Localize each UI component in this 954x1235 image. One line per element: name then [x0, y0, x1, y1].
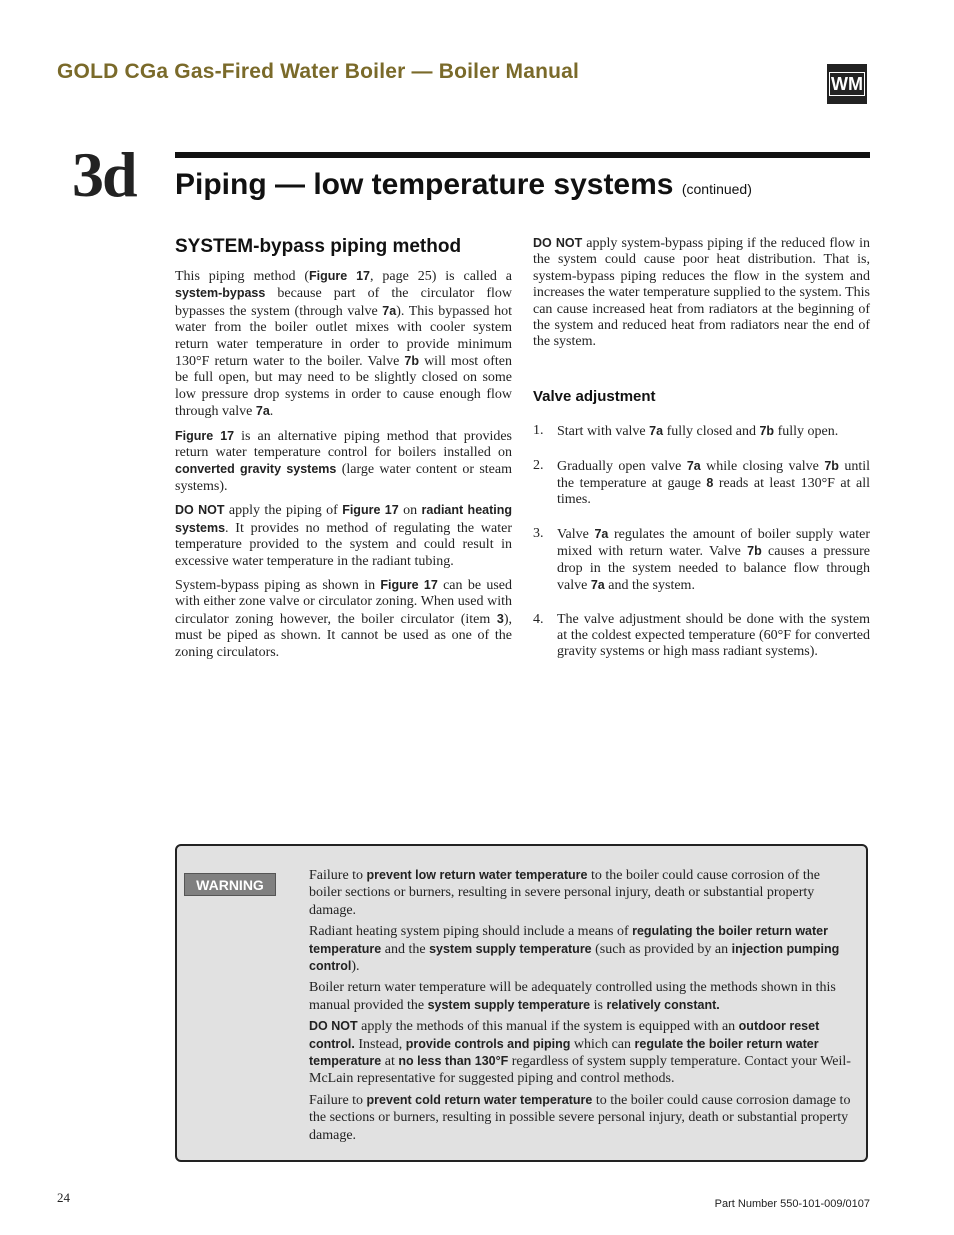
warning-label: WARNING: [184, 873, 276, 896]
part-number-value: 550-101-009/0107: [780, 1198, 870, 1210]
warning-paragraph: Failure to prevent low return water temperature to the boiler could cause corrosion of the boiler sections or burners, resulting in severe personal injury, death or substantial property damage.: [309, 868, 820, 918]
valve-adjustment-heading: Valve adjustment: [533, 387, 656, 405]
emphasis-text: outdoor reset control.: [309, 1019, 820, 1051]
paragraph: System-bypass piping as shown in Figure 17 can be used with either zone valve or circulator zoning. When used with circulator zoning however, the boiler circulator (item 3), must be piped as shown. It cannot be used as one of the zoning circulators.: [175, 577, 512, 660]
logo-mark: WM: [831, 74, 863, 94]
emphasis-text: prevent low return water temperature: [366, 868, 588, 882]
emphasis-text: system supply temperature: [429, 941, 592, 956]
warning-paragraph: Radiant heating system piping should include a means of regulating the boiler return water temperature and the system supply temperature (such as provided by an injection pumping control).: [309, 924, 840, 975]
emphasis-text: Figure 17: [175, 428, 235, 443]
part-number: [715, 1198, 870, 1210]
warning-text: [308, 867, 854, 1148]
emphasis-text: no less than 130°F: [398, 1054, 509, 1069]
left-column: [175, 235, 512, 668]
weil-mclain-logo: [827, 64, 867, 104]
section-rule: [175, 152, 870, 158]
step-number: 4.: [533, 611, 544, 627]
step-text: Valve 7a regulates the amount of boiler supply water mixed with return water. Valve 7b causes a pressure drop in the system needed to balance flow through valve 7a and the system.: [557, 526, 870, 594]
emphasis-text: 7b: [824, 458, 839, 473]
paragraph: DO NOT apply the piping of Figure 17 on radiant heating systems. It provides no method of regulating the water temperature provided to the system and could result in excessive water temperature in the radiant tubing.: [175, 503, 512, 569]
valve-steps-list: [533, 423, 870, 660]
emphasis-text: prevent cold return water temperature: [366, 1092, 593, 1107]
page-number: 24: [57, 1190, 70, 1205]
step-text: The valve adjustment should be done with the system at the coldest expected temperature (60°F for converted gravity systems or high mass radiant systems).: [557, 611, 870, 660]
emphasis-text: 7b: [747, 544, 762, 559]
emphasis-text: system supply temperature: [427, 997, 591, 1012]
step-number: 1.: [533, 423, 544, 439]
emphasis-text: DO NOT: [533, 236, 583, 250]
emphasis-text: regulating the boiler return water temperature: [309, 924, 828, 956]
emphasis-text: 7a: [255, 404, 270, 419]
warning-paragraph: Boiler return water temperature will be adequately controlled using the methods shown in this manual provided the system supply temperature is relatively constant.: [309, 980, 836, 1013]
paragraph: This piping method (Figure 17, page 25) is called a system-bypass because part of the circulator flow bypasses the system (through valve 7a). This bypassed hot water from the boiler outlet mixes with cooler system return water temperature in order to provide minimum 130°F return water to the boiler. Valve 7b will most often be full open, but may need to be slightly closed on some low pressure drop systems in order to cause enough flow through valve 7a.: [175, 269, 513, 420]
list-item: [533, 612, 870, 661]
step-number: 3.: [533, 525, 544, 541]
section-title-text: Piping — low temperature systems: [175, 168, 674, 201]
right-column: [533, 235, 870, 678]
emphasis-text: 7b: [759, 424, 775, 439]
warning-paragraph: Failure to prevent cold return water temperature to the boiler could cause corrosion damage to the sections or burners, resulting in possible severe personal injury, death or substantial property damage.: [309, 1092, 851, 1143]
section-title: [175, 168, 752, 202]
continued-note: (continued): [681, 181, 752, 197]
emphasis-text: 7a: [686, 458, 701, 473]
section-number: 3d: [72, 139, 136, 210]
emphasis-text: relatively constant.: [606, 997, 720, 1012]
list-item: [533, 423, 870, 440]
emphasis-text: injection pumping control: [309, 941, 840, 974]
emphasis-text: regulate the boiler return water temperature: [309, 1036, 819, 1069]
system-bypass-heading: SYSTEM-bypass piping method: [175, 236, 462, 257]
emphasis-text: 3: [496, 611, 504, 626]
emphasis-text: DO NOT: [175, 503, 225, 518]
emphasis-text: provide controls and piping: [405, 1036, 571, 1051]
emphasis-text: 7b: [404, 354, 419, 369]
part-number-label: Part Number: [714, 1198, 778, 1210]
emphasis-text: 7a: [649, 424, 664, 439]
emphasis-text: radiant heating systems: [175, 503, 512, 535]
emphasis-text: DO NOT: [309, 1019, 358, 1034]
emphasis-text: 7a: [594, 526, 609, 541]
manual-title: GOLD CGa Gas-Fired Water Boiler — Boiler Manual: [57, 60, 580, 83]
emphasis-text: Figure 17: [380, 577, 438, 592]
emphasis-text: 7a: [590, 578, 605, 593]
list-item: [533, 526, 870, 595]
emphasis-text: converted gravity systems: [175, 462, 337, 477]
step-number: 2.: [533, 457, 544, 473]
list-item: [533, 458, 870, 509]
paragraph: Figure 17 is an alternative piping method that provides return water temperature control for boilers installed on converted gravity systems (large water content or steam systems).: [175, 428, 513, 494]
emphasis-text: system-bypass: [175, 286, 266, 301]
emphasis-text: 7a: [382, 303, 397, 318]
emphasis-text: Figure 17: [309, 269, 370, 283]
emphasis-text: Figure 17: [342, 503, 399, 518]
warning-paragraph: DO NOT apply the methods of this manual if the system is equipped with an outdoor reset control. Instead, provide controls and piping which can regulate the boiler return water temperature at no less than 130°F regardless of system supply temperature. Contact your Weil-McLain representative for suggested piping and control methods.: [309, 1019, 851, 1087]
step-text: Gradually open valve 7a while closing valve 7b until the temperature at gauge 8 reads at least 130°F at all times.: [557, 458, 871, 508]
emphasis-text: 8: [706, 476, 714, 491]
step-text: Start with valve 7a fully closed and 7b fully open.: [557, 424, 839, 440]
paragraph: DO NOT apply system-bypass piping if the reduced flow in the system could cause poor heat distribution. That is, system-bypass piping reduces the flow in the system and increases the water temperature supplied to the system. This can cause increased heat from radiators at the beginning of the system and reduced heat from radiators near the end of the system.: [533, 236, 870, 350]
